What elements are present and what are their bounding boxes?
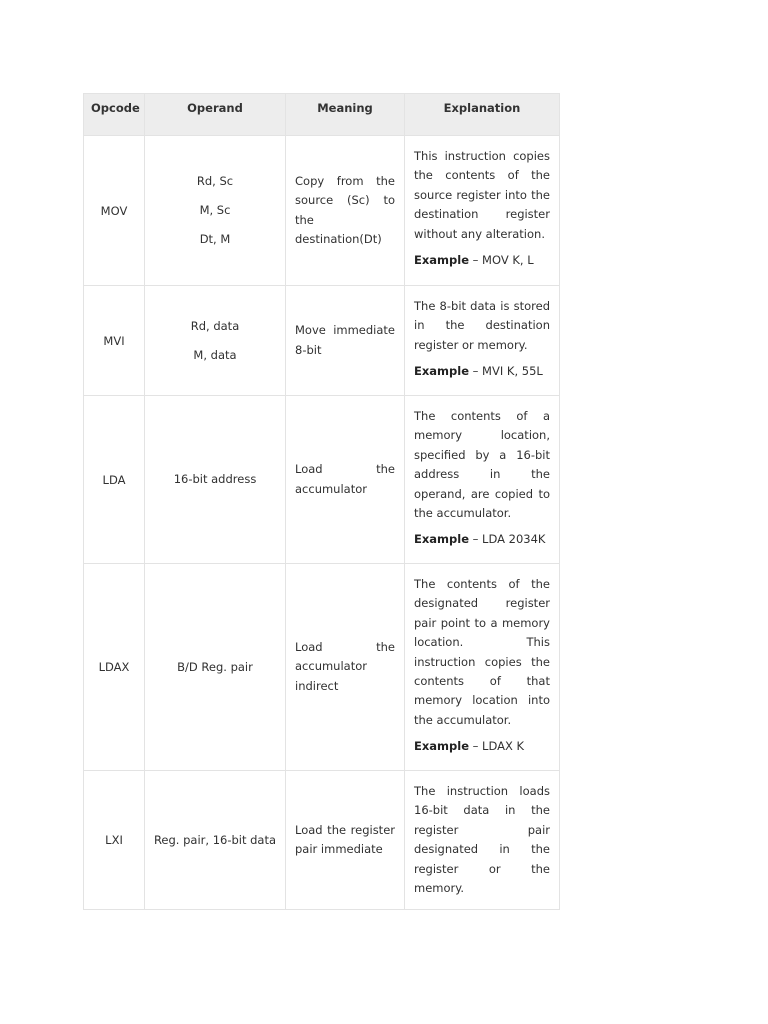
- table-row: [84, 771, 560, 910]
- operand-line: Reg. pair, 16-bit data: [153, 832, 277, 847]
- opcode-cell: MVI: [84, 286, 145, 396]
- example-label: Example: [414, 739, 469, 754]
- example-label: Example: [414, 364, 469, 379]
- explanation-text: The instruction loads 16-bit data in the register pair designated in the register or the memory.: [414, 784, 550, 896]
- example-value: – MVI K, 55L: [469, 364, 543, 379]
- meaning-cell: [286, 396, 405, 564]
- meaning-cell: [286, 286, 405, 396]
- header-explanation: Explanation: [405, 94, 560, 136]
- operand-cell: [145, 564, 286, 771]
- example-line: [414, 530, 550, 549]
- meaning-text: Load the accumulator indirect: [295, 639, 395, 693]
- opcode-cell: MOV: [84, 136, 145, 286]
- operand-line: Rd, data: [190, 318, 240, 333]
- example-value: – LDAX K: [469, 739, 525, 754]
- table-row: [84, 136, 560, 286]
- explanation-text: The contents of the designated register pair point to a memory location. This instruction copies the contents of that memory location into the accumulator.: [414, 577, 550, 727]
- explanation-cell: [405, 396, 560, 564]
- header-meaning: Meaning: [286, 94, 405, 136]
- explanation-text: The 8-bit data is stored in the destination register or memory.: [414, 299, 550, 352]
- explanation-cell: [405, 771, 560, 910]
- operand-line: Rd, Sc: [196, 174, 234, 188]
- operand-line: B/D Reg. pair: [177, 659, 253, 674]
- operand-line: Dt, M: [199, 232, 231, 246]
- header-opcode: Opcode: [84, 94, 145, 136]
- explanation-text: This instruction copies the contents of the source register into the destination register without any alteration.: [414, 149, 550, 241]
- example-line: [414, 362, 550, 381]
- example-value: – MOV K, L: [469, 253, 534, 268]
- operand-cell: [145, 136, 286, 286]
- table-row: [84, 396, 560, 564]
- example-label: Example: [414, 253, 469, 268]
- explanation-cell: [405, 136, 560, 286]
- example-value: – LDA 2034K: [469, 532, 546, 547]
- opcode-cell: LDAX: [84, 564, 145, 771]
- opcode-cell: LDA: [84, 396, 145, 564]
- explanation-text: The contents of a memory location, specified by a 16-bit address in the operand, are copied to the accumulator.: [414, 409, 550, 521]
- example-line: [414, 737, 550, 756]
- meaning-text: Load the accumulator: [295, 462, 395, 496]
- opcode-table: [83, 93, 560, 910]
- operand-cell: [145, 286, 286, 396]
- explanation-cell: [405, 286, 560, 396]
- example-line: [414, 251, 550, 270]
- meaning-text: Copy from the source (Sc) to the destination(Dt): [295, 173, 395, 246]
- meaning-cell: [286, 564, 405, 771]
- table-row: [84, 286, 560, 396]
- operand-line: M, Sc: [199, 203, 231, 217]
- header-operand: Operand: [145, 94, 286, 136]
- table-header-row: [84, 94, 560, 136]
- table-row: [84, 564, 560, 771]
- meaning-cell: [286, 136, 405, 286]
- example-label: Example: [414, 532, 469, 547]
- operand-cell: [145, 771, 286, 910]
- operand-line: M, data: [193, 347, 237, 362]
- operand-line: 16-bit address: [173, 472, 257, 486]
- operand-cell: [145, 396, 286, 564]
- meaning-text: Move immediate 8-bit: [295, 323, 395, 357]
- meaning-text: Load the register pair immediate: [295, 822, 395, 856]
- opcode-cell: LXI: [84, 771, 145, 910]
- meaning-cell: [286, 771, 405, 910]
- explanation-cell: [405, 564, 560, 771]
